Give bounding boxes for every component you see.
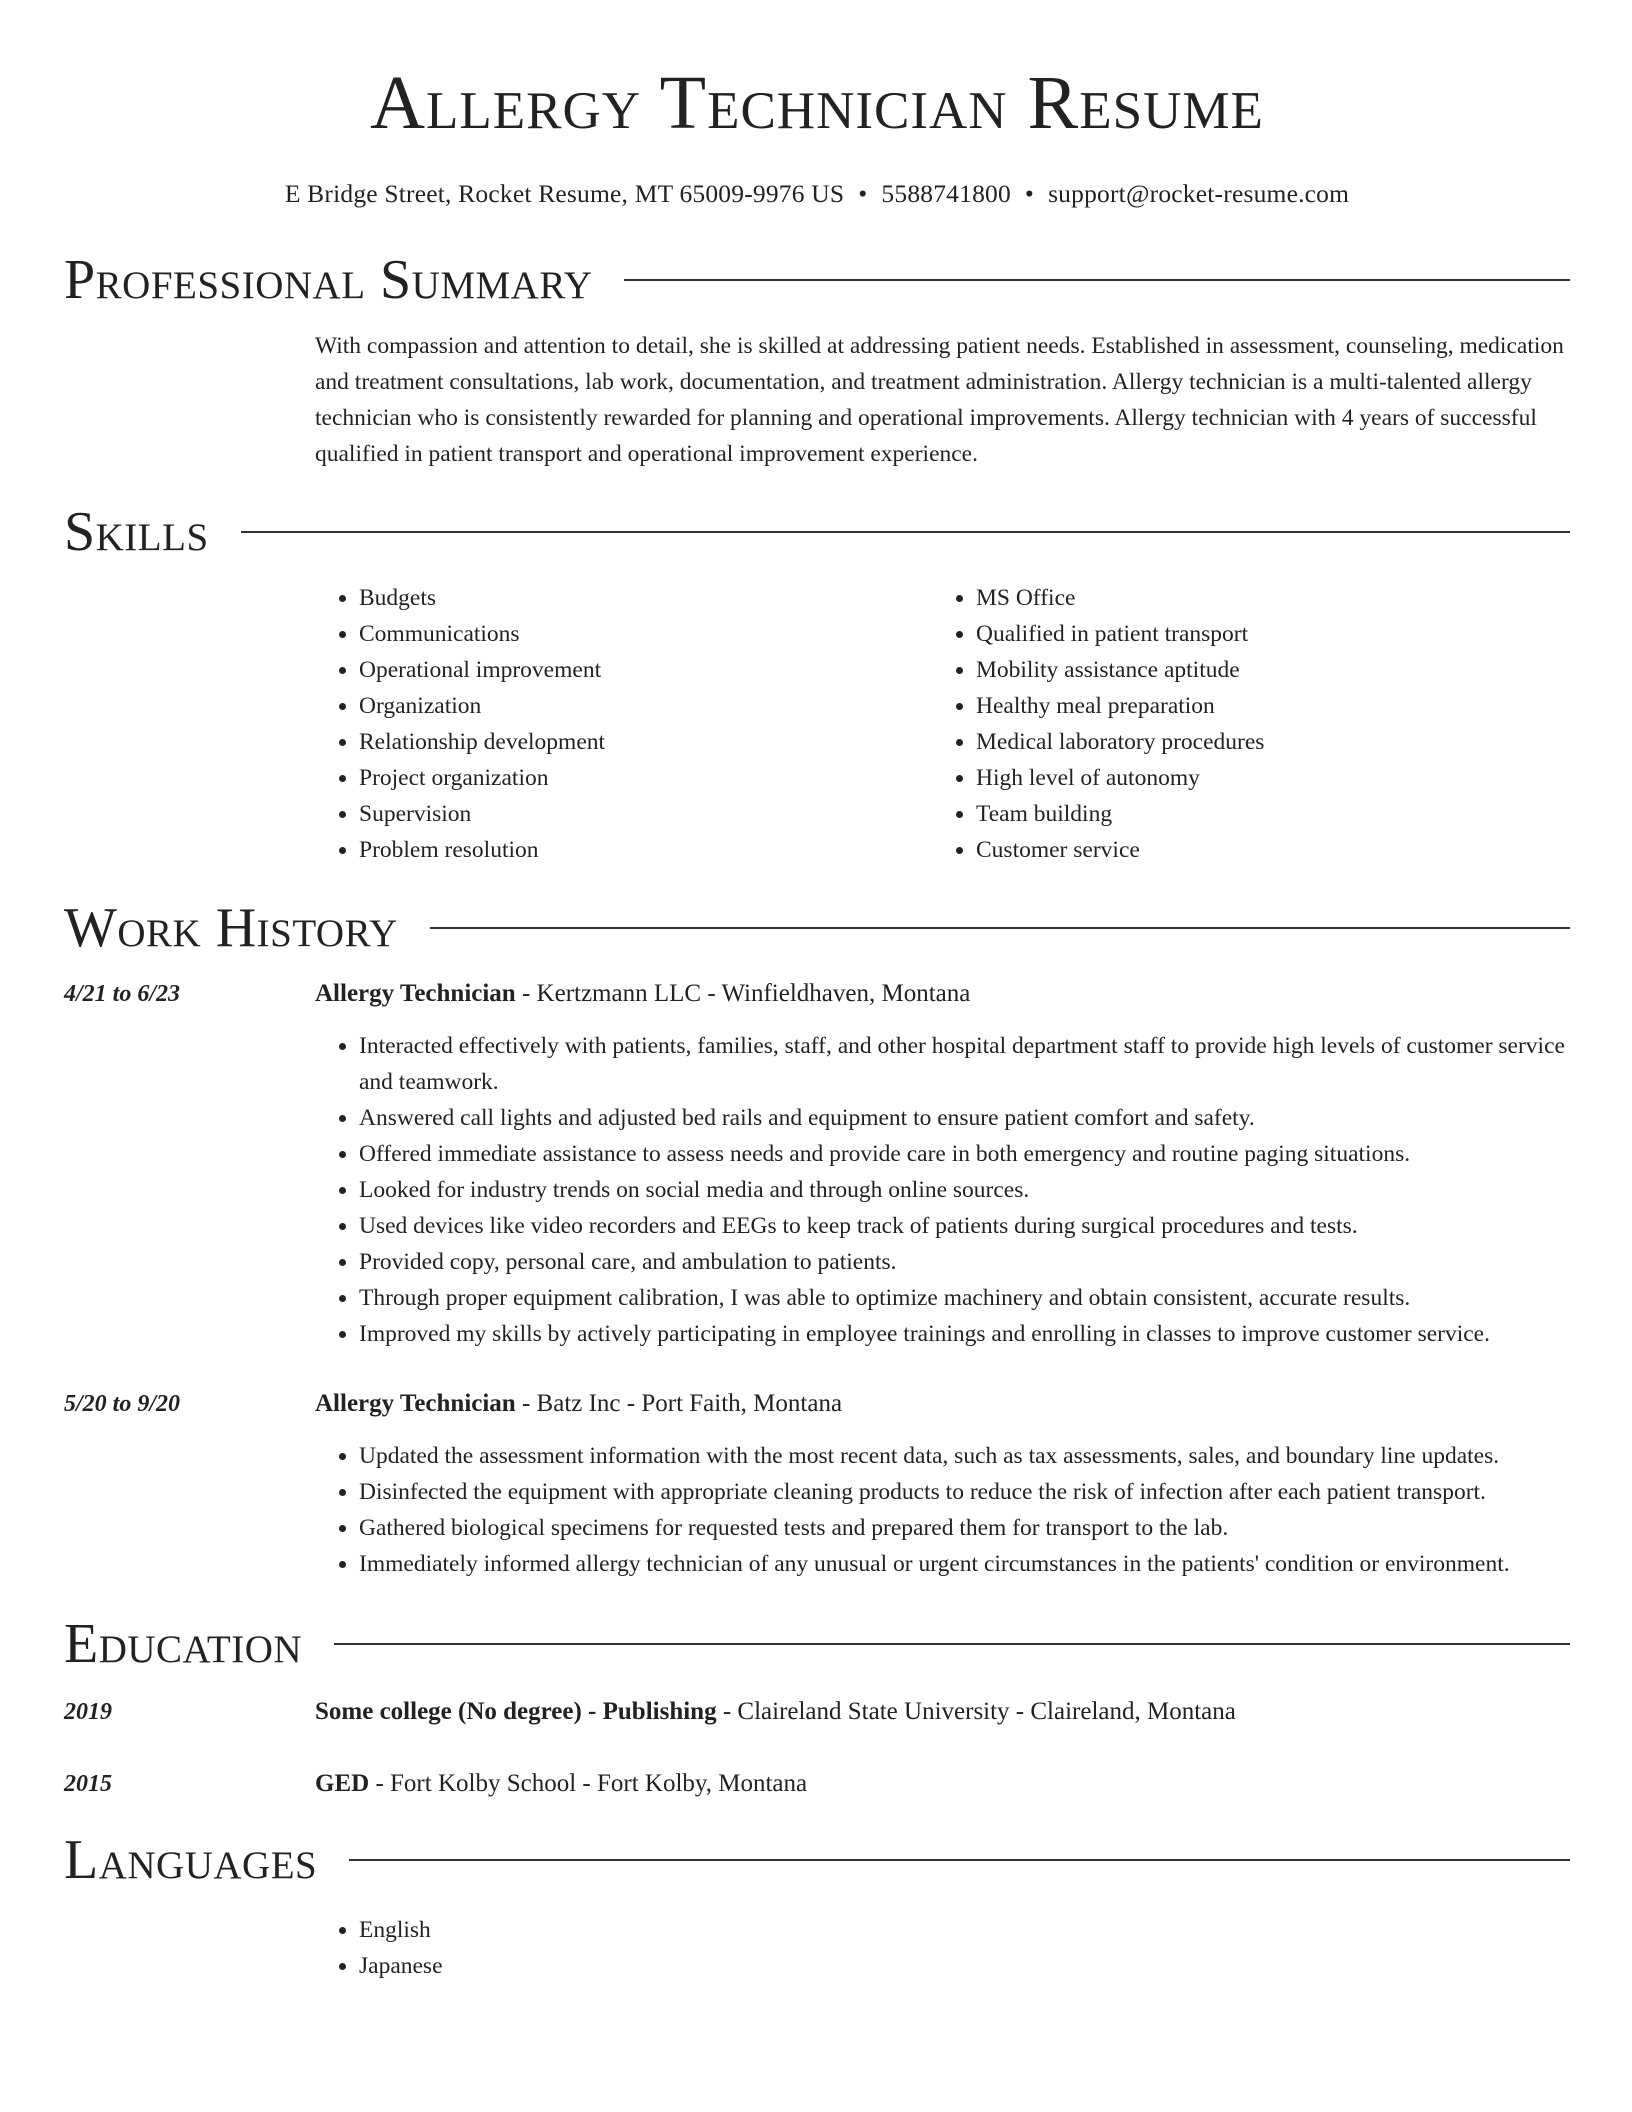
- section-title-summary: Professional Summary: [64, 249, 593, 311]
- skill-item: • High level of autonomy: [976, 760, 1549, 796]
- section-title-work: Work History: [64, 897, 398, 959]
- skill-item: • Supervision: [359, 796, 932, 832]
- education-title-line: [315, 1694, 1236, 1730]
- job-bullets: [315, 1028, 1570, 1352]
- job-details: - Batz Inc - Port Faith, Montana: [515, 1390, 843, 1417]
- job-dates: 4/21 to 6/23: [64, 981, 181, 1007]
- skill-item: • Communications: [359, 616, 932, 652]
- job-bullet: • Used devices like video recorders and EEGs to keep track of patients during surgical procedures and tests.: [359, 1208, 1570, 1244]
- skill-item: • Healthy meal preparation: [976, 688, 1549, 724]
- job-bullet: • Gathered biological specimens for requested tests and prepared them for transport to the lab.: [359, 1510, 1570, 1546]
- education-degree: Some college (No degree) - Publishing: [315, 1698, 717, 1725]
- language-item: • Japanese: [359, 1948, 1570, 1984]
- section-header-summary: [64, 248, 1570, 312]
- skill-item: • Relationship development: [359, 724, 932, 760]
- education-year: 2019: [64, 1699, 112, 1725]
- job-bullet: • Offered immediate assistance to assess needs and provide care in both emergency and routine paging situations.: [359, 1136, 1570, 1172]
- education-entry: [64, 1694, 1570, 1730]
- section-title-skills: Skills: [64, 501, 209, 563]
- skills-list: [315, 580, 1570, 868]
- skill-item: • Qualified in patient transport: [976, 616, 1549, 652]
- job-bullet: • Through proper equipment calibration, I was able to optimize machinery and obtain consistent, accurate results.: [359, 1280, 1570, 1316]
- job-details: - Kertzmann LLC - Winfieldhaven, Montana: [515, 980, 971, 1007]
- section-title-education: Education: [64, 1613, 303, 1675]
- summary-text: With compassion and attention to detail, she is skilled at addressing patient needs. Established in assessment, counseling, medication and treatment consultations, lab work, documentation, and treatment administration. Allergy technician is a multi-talented allergy technician who is consistently rewarded for planning and operational improvements. Allergy technician with 4 years of successful qualified in patient transport and operational improvement experience.: [315, 333, 1564, 467]
- contact-line: [64, 178, 1570, 210]
- skill-item: • Budgets: [359, 580, 932, 616]
- job-role: Allergy Technician: [315, 980, 516, 1007]
- section-header-education: [64, 1612, 1570, 1676]
- skills-column-left: [315, 580, 932, 868]
- education-year: 2015: [64, 1771, 112, 1797]
- job-title-line: [315, 1386, 842, 1422]
- education-degree: GED: [315, 1770, 370, 1797]
- section-divider: [334, 1643, 1570, 1645]
- skill-item: • Customer service: [976, 832, 1549, 868]
- skill-item: • Mobility assistance aptitude: [976, 652, 1549, 688]
- job-role: Allergy Technician: [315, 1390, 516, 1417]
- section-header-languages: [64, 1828, 1570, 1892]
- contact-phone: 5588741800: [881, 179, 1011, 208]
- job-header: [64, 1386, 1570, 1422]
- skill-item: • Medical laboratory procedures: [976, 724, 1549, 760]
- skill-item: • Operational improvement: [359, 652, 932, 688]
- job-bullet: • Disinfected the equipment with appropriate cleaning products to reduce the risk of infection after each patient transport.: [359, 1474, 1570, 1510]
- job-dates: 5/20 to 9/20: [64, 1391, 181, 1417]
- job-bullet: • Looked for industry trends on social media and through online sources.: [359, 1172, 1570, 1208]
- job-bullet: • Improved my skills by actively participating in employee trainings and enrolling in classes to improve customer service.: [359, 1316, 1570, 1352]
- skill-item: • Problem resolution: [359, 832, 932, 868]
- languages-list: [315, 1912, 1570, 1984]
- contact-email: support@rocket-resume.com: [1048, 179, 1350, 208]
- education-title-line: [315, 1766, 807, 1802]
- resume-title: Allergy Technician Resume: [370, 61, 1264, 145]
- contact-address: E Bridge Street, Rocket Resume, MT 65009-9976 US: [284, 179, 845, 208]
- section-header-work: [64, 896, 1570, 960]
- job-bullets: [315, 1438, 1570, 1582]
- job-bullet: • Provided copy, personal care, and ambulation to patients.: [359, 1244, 1570, 1280]
- education-details: - Claireland State University - Claireland, Montana: [716, 1698, 1236, 1725]
- job-bullet: • Answered call lights and adjusted bed rails and equipment to ensure patient comfort and safety.: [359, 1100, 1570, 1136]
- section-divider: [241, 531, 1570, 533]
- contact-separator: •: [858, 179, 868, 208]
- section-header-skills: [64, 500, 1570, 564]
- skills-column-right: [932, 580, 1549, 868]
- language-item: • English: [359, 1912, 1570, 1948]
- job-entry: [64, 1386, 1570, 1582]
- job-entry: [64, 976, 1570, 1352]
- section-divider: [349, 1859, 1570, 1861]
- job-title-line: [315, 976, 970, 1012]
- job-bullet: • Interacted effectively with patients, families, staff, and other hospital department staff to provide high levels of customer service and teamwork.: [359, 1028, 1570, 1100]
- job-bullet: • Updated the assessment information with the most recent data, such as tax assessments, sales, and boundary line updates.: [359, 1438, 1570, 1474]
- skill-item: • Project organization: [359, 760, 932, 796]
- skill-item: • MS Office: [976, 580, 1549, 616]
- education-entry: [64, 1766, 1570, 1802]
- education-details: - Fort Kolby School - Fort Kolby, Montana: [369, 1770, 808, 1797]
- section-divider: [430, 927, 1570, 929]
- job-header: [64, 976, 1570, 1012]
- section-divider: [624, 279, 1570, 281]
- section-title-languages: Languages: [64, 1829, 318, 1891]
- contact-separator: •: [1024, 179, 1035, 208]
- skill-item: • Organization: [359, 688, 932, 724]
- skill-item: • Team building: [976, 796, 1549, 832]
- job-bullet: • Immediately informed allergy technician of any unusual or urgent circumstances in the patients' condition or environment.: [359, 1546, 1570, 1582]
